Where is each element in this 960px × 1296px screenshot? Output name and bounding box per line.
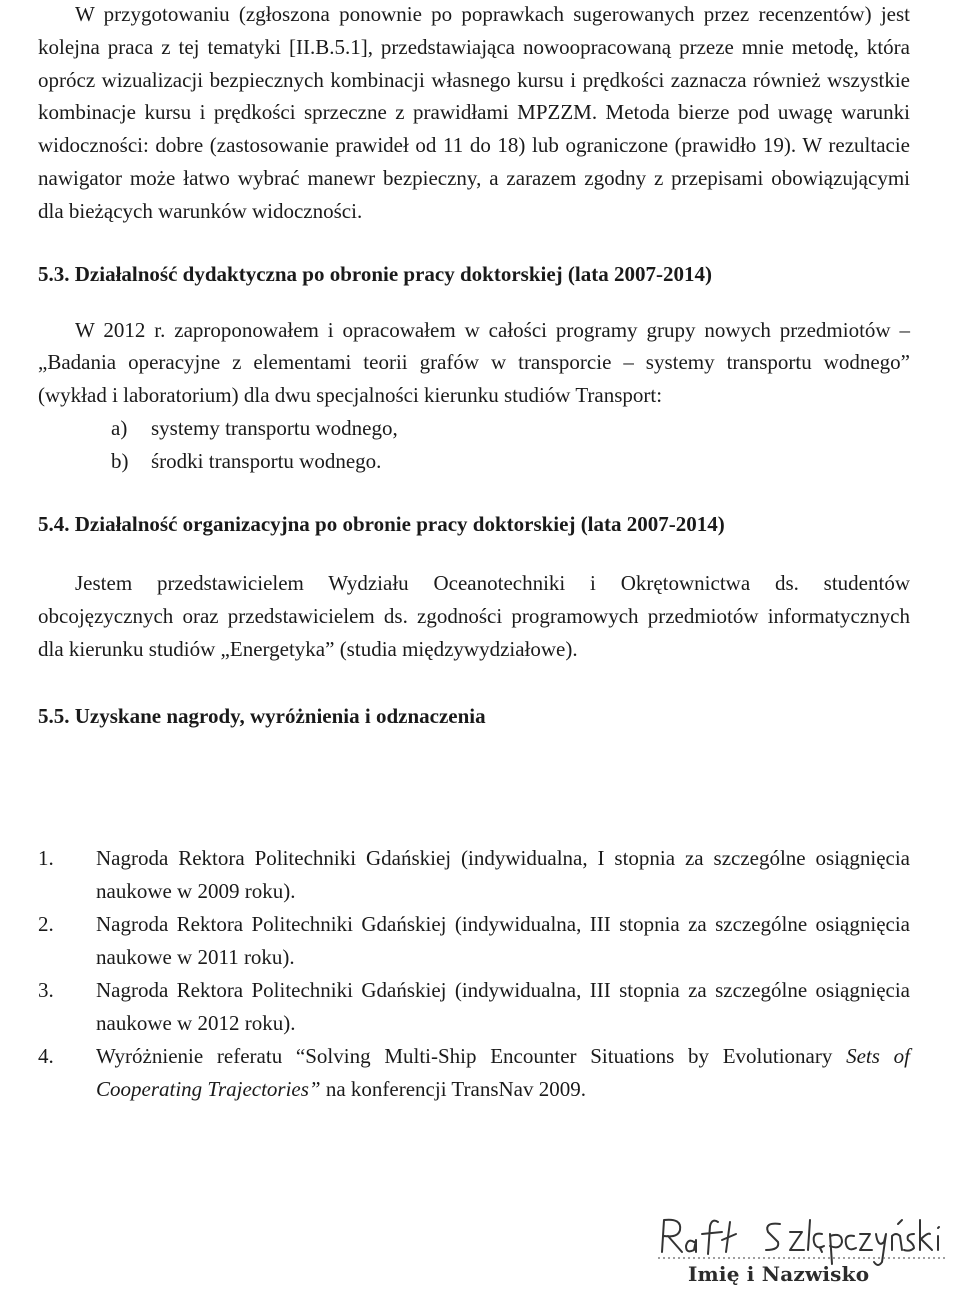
award-4-prefix: Wyróżnienie referatu “Solving Multi-Ship Encounter Situations by Evolutionary: [96, 1044, 847, 1068]
list-item-text: Nagroda Rektora Politechniki Gdańskiej (indywidualna, I stopnia za szczególne osiągnięcia naukowe w 2009 roku).: [96, 846, 910, 903]
award-4-italic-title: Sets of Cooperating Trajectories”: [96, 1044, 911, 1101]
list-marker: b): [111, 448, 129, 473]
list-item-text: Nagroda Rektora Politechniki Gdańskiej (indywidualna, III stopnia za szczególne osiągnięcia naukowe w 2012 roku).: [96, 978, 910, 1035]
list-item: [111, 412, 910, 445]
list-marker: 3.: [38, 978, 54, 1002]
list-item-text: [96, 1040, 910, 1106]
intro-paragraph: W przygotowaniu (zgłoszona ponownie po poprawkach sugerowanych przez recenzentów) jest kolejna praca z tej tematyki [II.B.5.1], przedstawiająca nowoopracowaną przeze mnie metodę, która oprócz wizualizacji bezpiecznych kombinacji własnego kursu i prędkości zaznacza również wszystkie kombinacje kursu i prędkości sprzeczne z prawidłami MPZZM. Metoda bierze pod uwagę warunki widoczności: dobre (zastosowanie prawideł od 11 do 18) lub ograniczone (prawidło 19). W rezultacie nawigator może łatwo wybrać manewr bezpieczny, a zarazem zgodny z przepisami obowiązującymi dla bieżących warunków widoczności.: [38, 2, 910, 223]
list-item: [38, 974, 910, 1040]
list-item-text: systemy transportu wodnego,: [151, 415, 398, 440]
list-item: [38, 842, 910, 908]
list-marker: a): [111, 415, 128, 440]
awards-block: [38, 842, 910, 1106]
section-5-3-heading: 5.3. Działalność dydaktyczna po obronie pracy doktorskiej (lata 2007-2014): [38, 261, 712, 286]
list-marker: 2.: [38, 912, 54, 936]
list-item-text: Nagroda Rektora Politechniki Gdańskiej (indywidualna, III stopnia za szczególne osiągnięcia naukowe w 2011 roku).: [96, 912, 910, 969]
section-5-3-paragraph: W 2012 r. zaproponowałem i opracowałem w całości programy grupy nowych przedmiotów – „Badania operacyjne z elementami teorii grafów w transporcie – systemy transportu wodnego” (wykład i laboratorium) dla dwu specjalności kierunku studiów Transport:: [38, 317, 910, 408]
section-5-4-paragraph: Jestem przedstawicielem Wydziału Oceanotechniki i Okrętownictwa ds. studentów obcojęzycznych oraz przedstawicielem ds. zgodności programowych przedmiotów informatycznych dla kierunku studiów „Energetyka” (studia międzywydziałowe).: [38, 570, 910, 661]
award-4-suffix: na konferencji TransNav 2009.: [320, 1077, 586, 1101]
list-marker: 1.: [38, 846, 54, 870]
list-marker: 4.: [38, 1044, 54, 1068]
signature-label: Imię i Nazwisko: [688, 1262, 870, 1286]
document-page: [38, 0, 910, 759]
section-5-4-heading: 5.4. Działalność organizacyjna po obronie pracy doktorskiej (lata 2007-2014): [38, 511, 725, 536]
list-item-text: środki transportu wodnego.: [151, 448, 382, 473]
list-item: [38, 1040, 910, 1106]
list-item: [111, 445, 910, 478]
list-item: [38, 908, 910, 974]
transport-specialties-list: [38, 412, 910, 478]
section-5-5-heading: 5.5. Uzyskane nagrody, wyróżnienia i odznaczenia: [38, 704, 486, 729]
